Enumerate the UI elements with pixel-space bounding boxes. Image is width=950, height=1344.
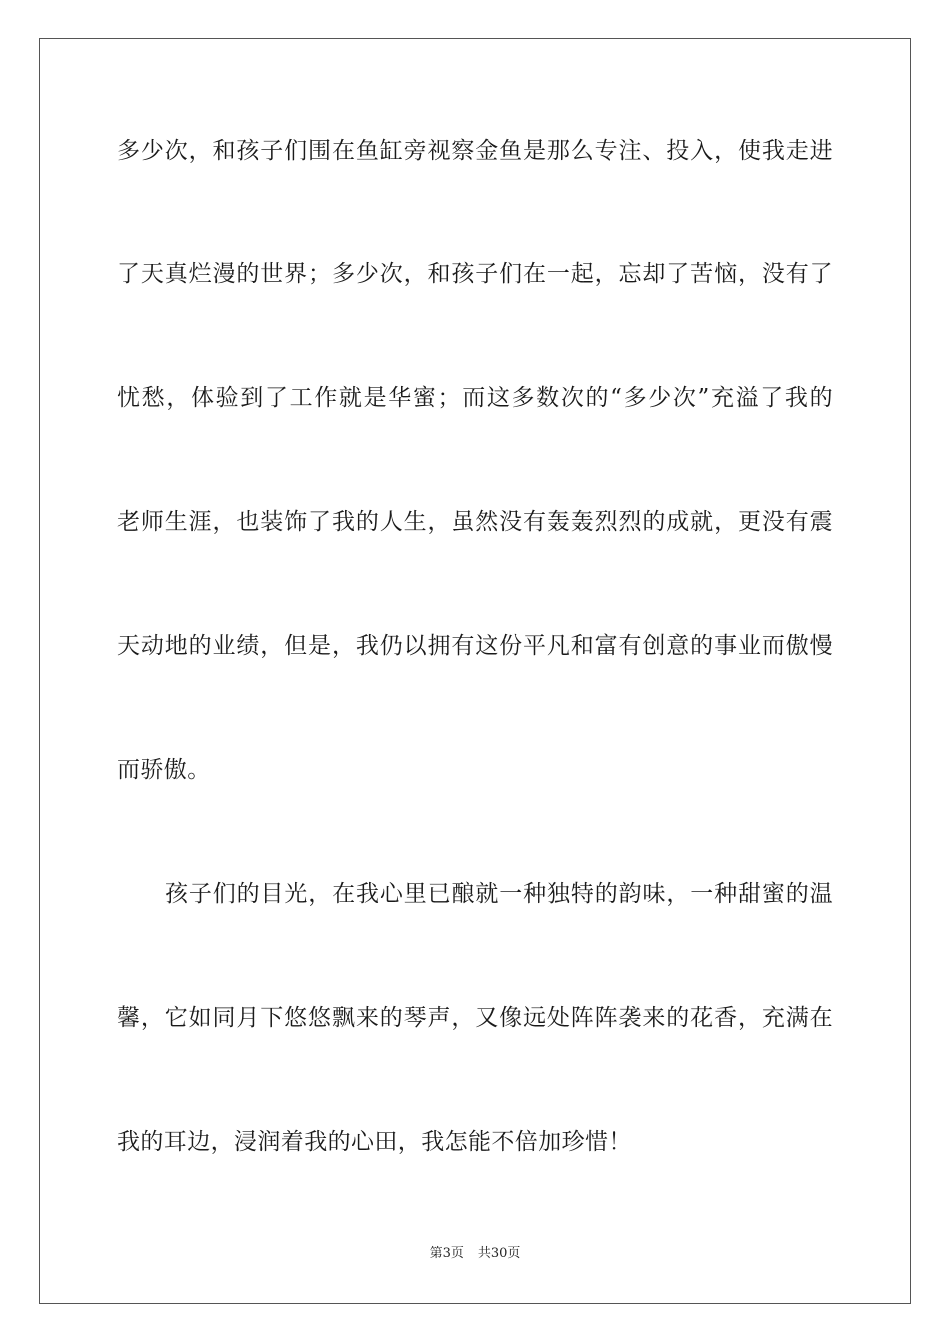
paragraph-first-line: 孩子们的目光，在我心里已酿就一种独特的韵味，一种甜蜜的温 bbox=[165, 881, 833, 907]
text-line: 馨，它如同月下悠悠飘来的琴声，又像远处阵阵袭来的花香，充满在 bbox=[117, 1005, 833, 1031]
page-total: 共30页 bbox=[477, 1246, 521, 1261]
text-line: 多少次，和孩子们围在鱼缸旁视察金鱼是那么专注、投入，使我走进 bbox=[117, 138, 833, 164]
text-line: 我的耳边，浸润着我的心田，我怎能不倍加珍惜！ bbox=[117, 1129, 632, 1155]
text-line: 天动地的业绩，但是，我仍以拥有这份平凡和富有创意的事业而傲慢 bbox=[117, 633, 833, 659]
text-line: 了天真烂漫的世界；多少次，和孩子们在一起，忘却了苦恼，没有了 bbox=[117, 261, 833, 287]
page-footer bbox=[0, 1245, 950, 1263]
text-line: 忧愁，体验到了工作就是华蜜；而这多数次的“多少次”充溢了我的 bbox=[117, 385, 833, 411]
page-number: 第3页 bbox=[429, 1246, 464, 1261]
page-border bbox=[39, 38, 911, 1304]
text-line: 老师生涯，也装饰了我的人生，虽然没有轰轰烈烈的成就，更没有震 bbox=[117, 509, 833, 535]
text-line: 而骄傲。 bbox=[117, 757, 211, 783]
